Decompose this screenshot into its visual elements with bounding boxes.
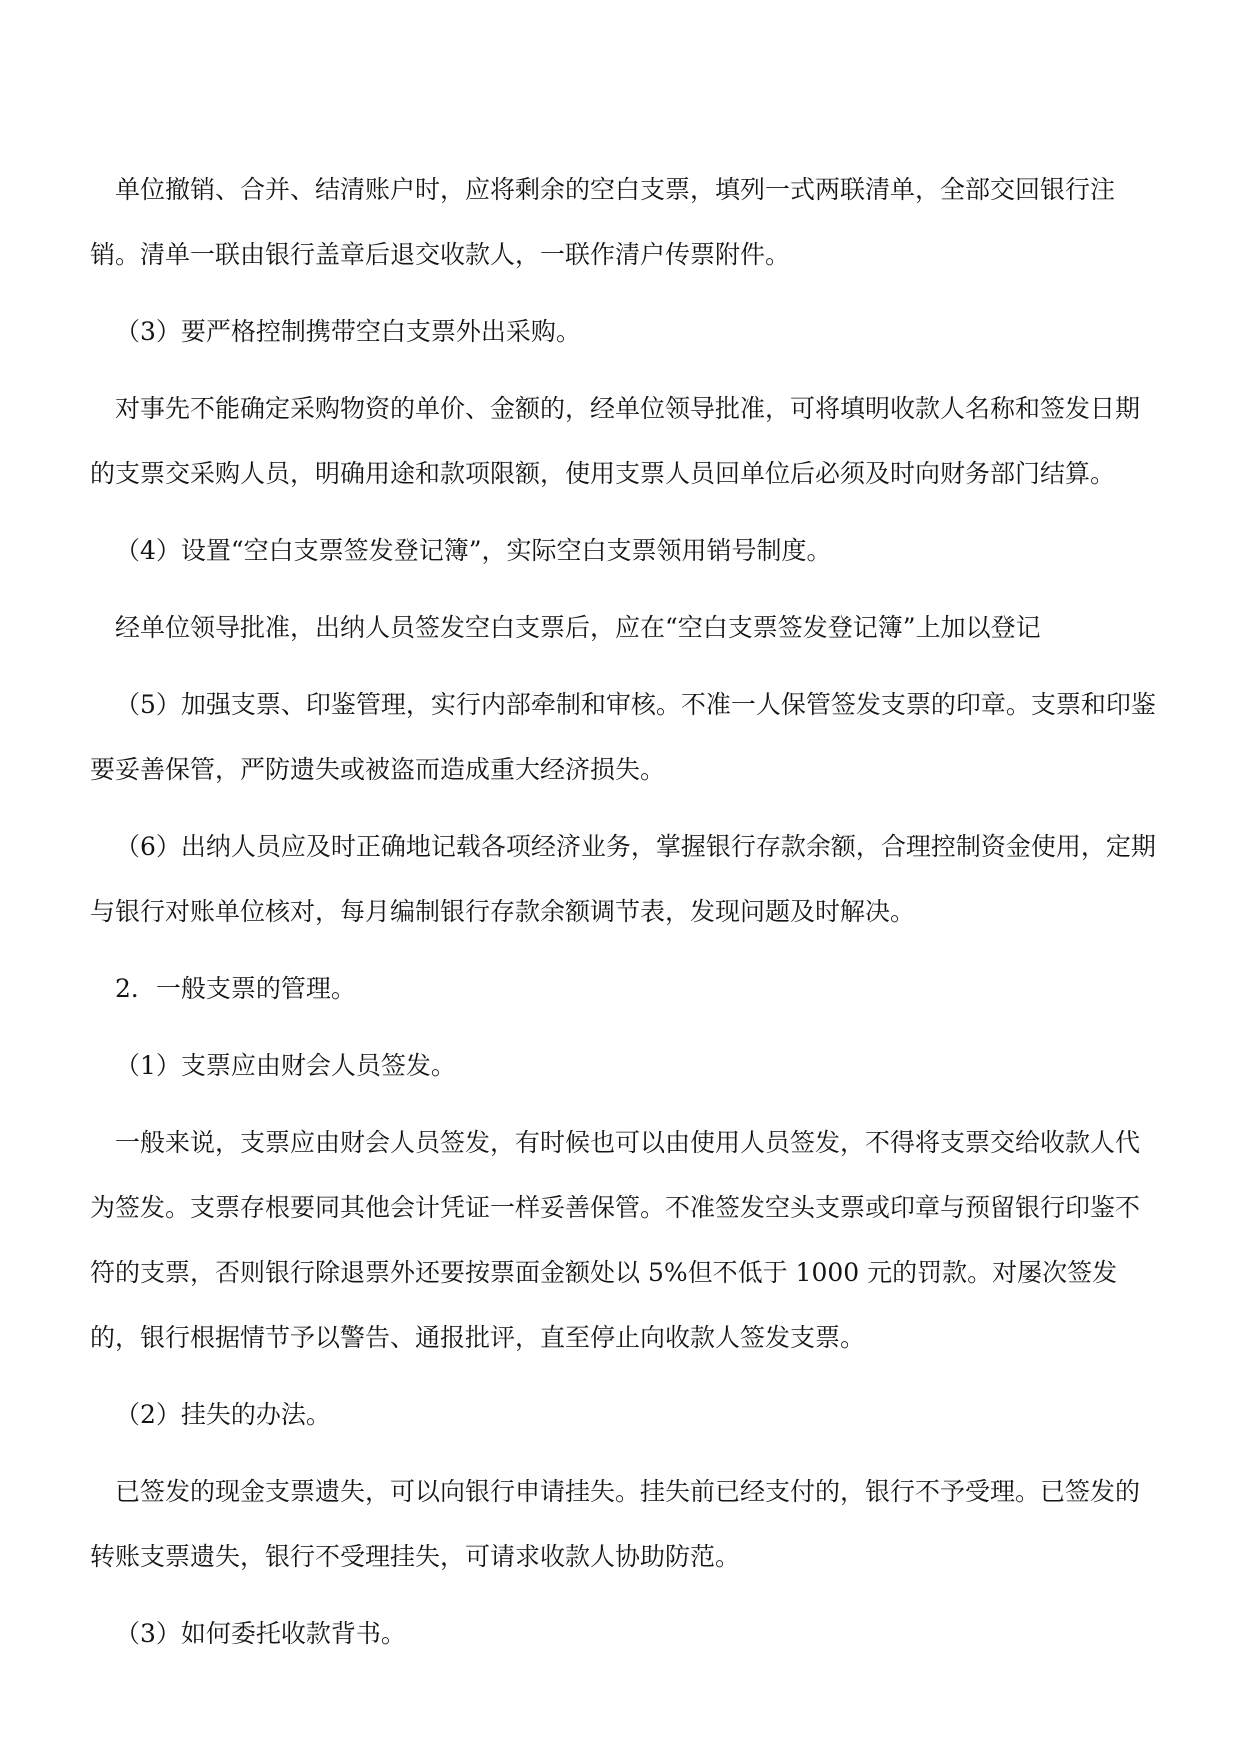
paragraph-item-6: （6）出纳人员应及时正确地记载各项经济业务，掌握银行存款余额，合理控制资金使用，定期与银行对账单位核对，每月编制银行存款余额调节表，发现问题及时解决。 — [90, 832, 1156, 926]
heading-item-4: （4）设置“空白支票签发登记簿”，实际空白支票领用销号制度。 — [115, 536, 832, 565]
paragraph-purchase-approval: 对事先不能确定采购物资的单价、金额的，经单位领导批准，可将填明收款人名称和签发日期的支票交采购人员，明确用途和款项限额，使用支票人员回单位后必须及时向财务部门结算。 — [90, 394, 1141, 488]
paragraph-register-entry: 经单位领导批准，出纳人员签发空白支票后，应在“空白支票签发登记簿”上加以登记 — [115, 613, 1041, 642]
heading-section-2: 2．一般支票的管理。 — [115, 974, 356, 1003]
heading-sub-1: （1）支票应由财会人员签发。 — [115, 1051, 456, 1080]
paragraph-cheque-issuing: 一般来说，支票应由财会人员签发，有时候也可以由使用人员签发，不得将支票交给收款人代为签发。支票存根要同其他会计凭证一样妥善保管。不准签发空头支票或印章与预留银行印鉴不符的支票，否则银行除退票外还要按票面金额处以 5%但不低于 1000 元的罚款。对屡次签发的，银行根据情节予以警告、通报批评，直至停止向收款人签发支票。 — [90, 1128, 1141, 1352]
document-body — [90, 157, 1158, 1678]
paragraph-item-5: （5）加强支票、印鉴管理，实行内部牵制和审核。不准一人保管签发支票的印章。支票和印鉴要妥善保管，严防遗失或被盗而造成重大经济损失。 — [90, 690, 1156, 784]
paragraph-account-closing: 单位撤销、合并、结清账户时，应将剩余的空白支票，填列一式两联清单，全部交回银行注销。清单一联由银行盖章后退交收款人，一联作清户传票附件。 — [90, 175, 1116, 269]
heading-sub-2: （2）挂失的办法。 — [115, 1400, 331, 1429]
heading-sub-3: （3）如何委托收款背书。 — [115, 1619, 406, 1648]
heading-item-3: （3）要严格控制携带空白支票外出采购。 — [115, 317, 581, 346]
paragraph-loss-report: 已签发的现金支票遗失，可以向银行申请挂失。挂失前已经支付的，银行不予受理。已签发的转账支票遗失，银行不受理挂失，可请求收款人协助防范。 — [90, 1477, 1141, 1571]
